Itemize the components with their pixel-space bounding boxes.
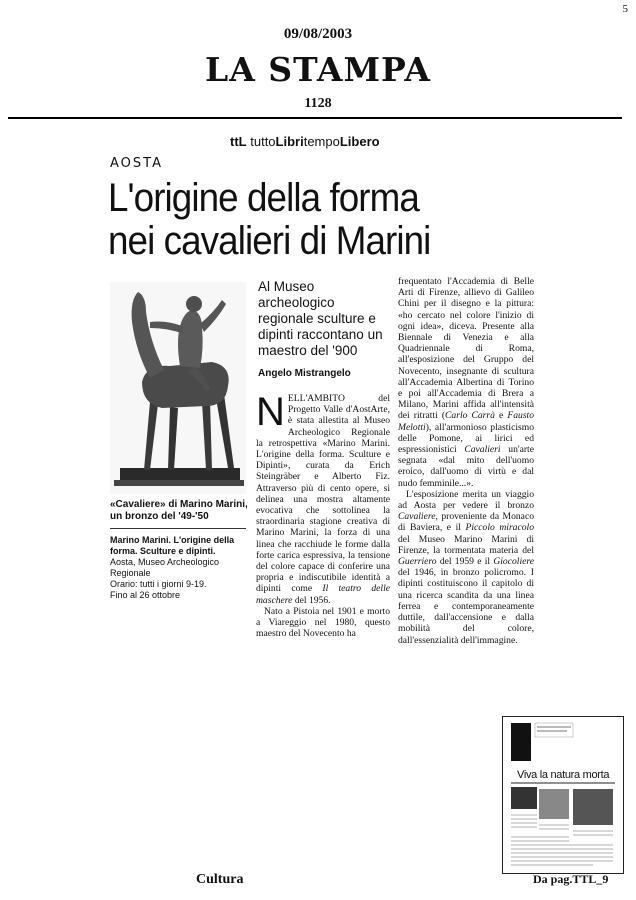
col2-text-e: L'esposizione merita un viaggio ad Aosta per vedere il bronzo	[398, 488, 534, 512]
photo-caption: «Cavaliere» di Marino Marini, un bronzo del '49-'50	[110, 499, 248, 522]
col2-text-i: del 1946, in bronzo policromo. I dipinti costituiscono il capitolo di una ricerca scandita da una linea ferrea e contemporaneamente duttile, dall'accensione e dalla mobilità del colore, dall'essenzialità dell'immagine.	[398, 567, 534, 646]
article-byline: Angelo Mistrangelo	[258, 368, 351, 379]
info-title: Marino Marini. L'origine della forma. Sculture e dipinti.	[110, 535, 235, 556]
horse-rider-sculpture-image	[110, 282, 246, 494]
headline-line-2: nei cavalieri di Marini	[108, 219, 431, 263]
newspaper-masthead: LA STAMPA	[204, 50, 432, 89]
article-headline	[108, 177, 430, 263]
section-part-1: tutto	[250, 134, 276, 149]
col2-text-h: del 1959 e il	[436, 556, 494, 568]
col2-text-b: e	[494, 410, 508, 422]
exhibition-info-box	[110, 535, 255, 601]
section-part-2: Libri	[275, 134, 304, 149]
column-1-paragraph-2: Nato a Pistoia nel 1901 e morto a Viareggio nel 1980, questo maestro del Novecento ha	[256, 605, 390, 640]
article-column-2	[398, 276, 534, 646]
lead-word: ELL'AMBITO	[287, 393, 345, 404]
artwork-title: Carlo Carrà	[445, 410, 495, 422]
article-kicker: AOSTA	[110, 156, 163, 171]
thumbnail-title: Viva la natura morta	[517, 769, 610, 781]
artwork-title: Guerriero	[398, 556, 437, 568]
info-hours: Orario: tutti i giorni 9-19.	[110, 579, 207, 589]
page-number: 5	[622, 3, 628, 15]
col2-text-g: del Museo Marino Marini di Firenze, la tormentata materia del	[398, 533, 534, 556]
column-1-paragraph-1	[256, 390, 390, 606]
col2-text-c: ), all'armonioso plasticismo delle Pomone, ai lirici ed espressionistici	[398, 421, 534, 456]
section-part-4: Libero	[339, 134, 380, 149]
headline-line-1: L'origine della forma	[108, 176, 419, 220]
col2-text-d: un'arte segnata «dal mito dell'uomo eroico, dall'uomo di virtù e dal nudo femminile...».	[398, 444, 534, 489]
info-place: Aosta, Museo Archeologico Regionale	[110, 557, 220, 578]
artwork-title: Cavaliere	[398, 511, 436, 523]
info-until: Fino al 26 ottobre	[110, 590, 181, 600]
artwork-title: Il teatro delle maschere	[256, 583, 390, 606]
drop-cap: N	[256, 390, 285, 434]
footer-section: Cultura	[196, 872, 244, 887]
column-2-paragraph-1	[398, 276, 534, 489]
page-thumbnail	[502, 716, 624, 874]
col2-text-f: , proveniente da Monaco di Baviera, e il	[398, 511, 534, 534]
column-2-paragraph-2	[398, 489, 534, 646]
column-1-text-end: del 1956.	[292, 594, 331, 606]
footer-source-page: Da pag.TTL_9	[533, 872, 609, 886]
artwork-title: Giocoliere	[493, 556, 534, 568]
section-label	[230, 134, 380, 149]
clipping-date: 09/08/2003	[283, 26, 353, 42]
info-box-divider	[110, 528, 246, 529]
article-subhead: Al Museo archeologico regionale sculture e dipinti raccontano un maestro del '900	[258, 279, 383, 358]
sculpture-photo	[110, 282, 246, 494]
section-prefix: ttL	[230, 134, 247, 149]
artwork-title: Fausto Melotti	[398, 410, 535, 433]
col2-text-a: frequentato l'Accademia di Belle Arti di Firenze, allievo di Galileo Chini per il disegno e la pittura: «ho cercato nel colore l'inizio di ogni idea», diceva. Presente alla Biennale di Venezia e alla Quadriennale di Roma, all'esposizione del Gruppo del Novecento, insegnante di scultura all'Accademia Albertina di Torino e poi all'Accademia di Brera a Milano, Marini affida all'intensità dei ritratti (	[398, 276, 534, 422]
section-part-3: tempo	[303, 134, 340, 149]
header-divider	[8, 117, 622, 119]
article-column-1	[256, 390, 390, 640]
thumbnail-layout-image	[503, 717, 623, 873]
column-1-text: del Progetto Valle d'AostArte, è stata allestita al Museo Archeologico Regionale la retrospettiva «Marino Marini. L'origine della forma. Sculture e Dipinti», curata da Erich Steingräber e Alberto Fiz. Attraverso più di cento opere, si delinea una mostra altamente evocativa che sottolinea la straordinaria stagione creativa di Marino Marini, la forza di una linea che racchiude le forme dalla forte carica espressiva, la tensione del colore capace di conferire una propria e indiscutibile identità a dipinti come	[256, 393, 390, 595]
issue-number: 1128	[304, 96, 332, 111]
artwork-title: Piccolo miracolo	[465, 522, 534, 534]
artwork-title: Cavalieri	[464, 444, 501, 456]
